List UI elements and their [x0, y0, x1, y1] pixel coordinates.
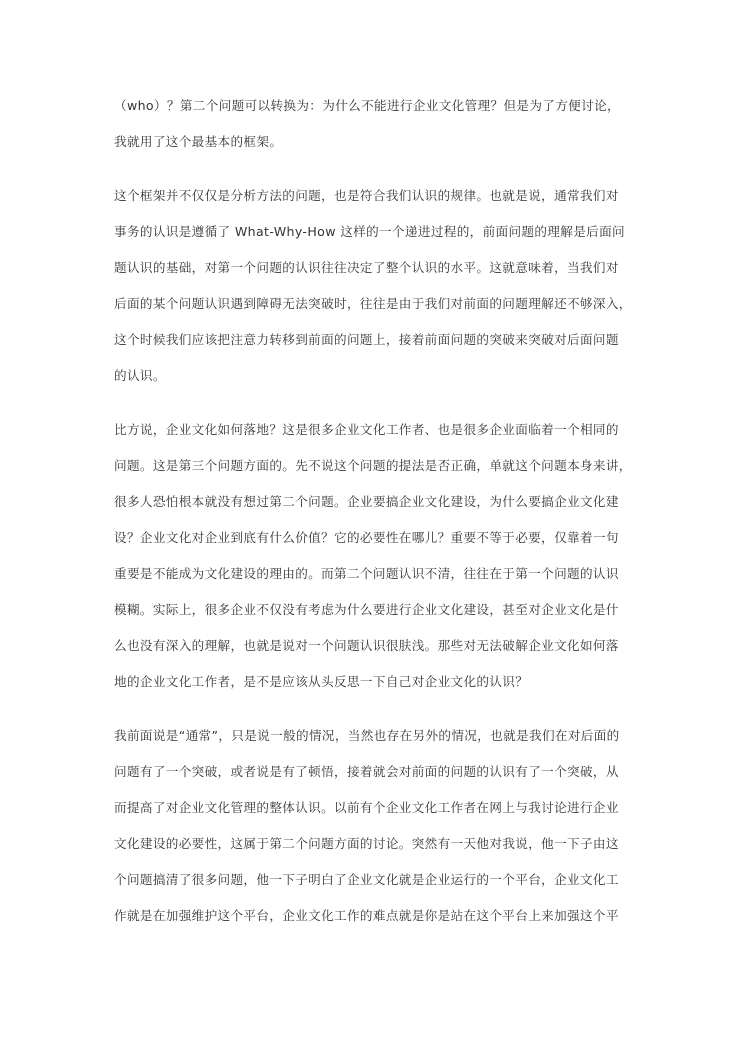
text-line: 事务的认识是遵循了 What-Why-How 这样的一个递进过程的，前面问题的理解是后面问 — [114, 224, 625, 239]
text-line: （who）？第二个问题可以转换为：为什么不能进行企业文化管理？但是为了方便讨论， — [114, 98, 620, 113]
text-line: 模糊。实际上，很多企业不仅没有考虑为什么要进行企业文化建设，甚至对企业文化是什 — [114, 602, 619, 617]
text-line: 比方说，企业文化如何落地？这是很多企业文化工作者、也是很多企业面临着一个相同的 — [114, 422, 619, 437]
text-line: 题认识的基础，对第一个问题的认识往往决定了整个认识的水平。这就意味着，当我们对 — [114, 260, 619, 275]
text-line: 设？企业文化对企业到底有什么价值？它的必要性在哪儿？重要不等于必要，仅靠着一句 — [114, 530, 619, 545]
text-line: 地的企业文化工作者，是不是应该从头反思一下自己对企业文化的认识？ — [114, 674, 529, 689]
text-line: 这个框架并不仅仅是分析方法的问题，也是符合我们认识的规律。也就是说，通常我们对 — [114, 188, 619, 203]
text-line: 我就用了这个最基本的框架。 — [114, 134, 283, 149]
text-line: 而提高了对企业文化管理的整体认识。以前有个企业文化工作者在网上与我讨论进行企业 — [114, 800, 619, 815]
text-line: 问题。这是第三个问题方面的。先不说这个问题的提法是否正确，单就这个问题本身来讲， — [114, 458, 632, 473]
text-line: 个问题搞清了很多问题，他一下子明白了企业文化就是企业运行的一个平台，企业文化工 — [114, 872, 619, 887]
text-line: 文化建设的必要性，这属于第二个问题方面的讨论。突然有一天他对我说，他一下子由这 — [114, 836, 619, 851]
text-line: 重要是不能成为文化建设的理由的。而第二个问题认识不清，往往在于第一个问题的认识 — [114, 566, 619, 581]
text-line: 问题有了一个突破，或者说是有了顿悟，接着就会对前面的问题的认识有了一个突破，从 — [114, 764, 619, 779]
text-line: 作就是在加强维护这个平台，企业文化工作的难点就是你是站在这个平台上来加强这个平 — [114, 908, 619, 923]
text-line: 后面的某个问题认识遇到障碍无法突破时，往往是由于我们对前面的问题理解还不够深入， — [114, 296, 632, 311]
text-line: 很多人恐怕根本就没有想过第二个问题。企业要搞企业文化建设，为什么要搞企业文化建 — [114, 494, 619, 509]
text-line: 这个时候我们应该把注意力转移到前面的问题上，接着前面问题的突破来突破对后面问题 — [114, 332, 619, 347]
text-line: 么也没有深入的理解，也就是说对一个问题认识很肤浅。那些对无法破解企业文化如何落 — [114, 638, 619, 653]
text-line: 我前面说是“通常”，只是说一般的情况，当然也存在另外的情况，也就是我们在对后面的 — [114, 728, 620, 743]
text-line: 的认识。 — [114, 368, 166, 383]
